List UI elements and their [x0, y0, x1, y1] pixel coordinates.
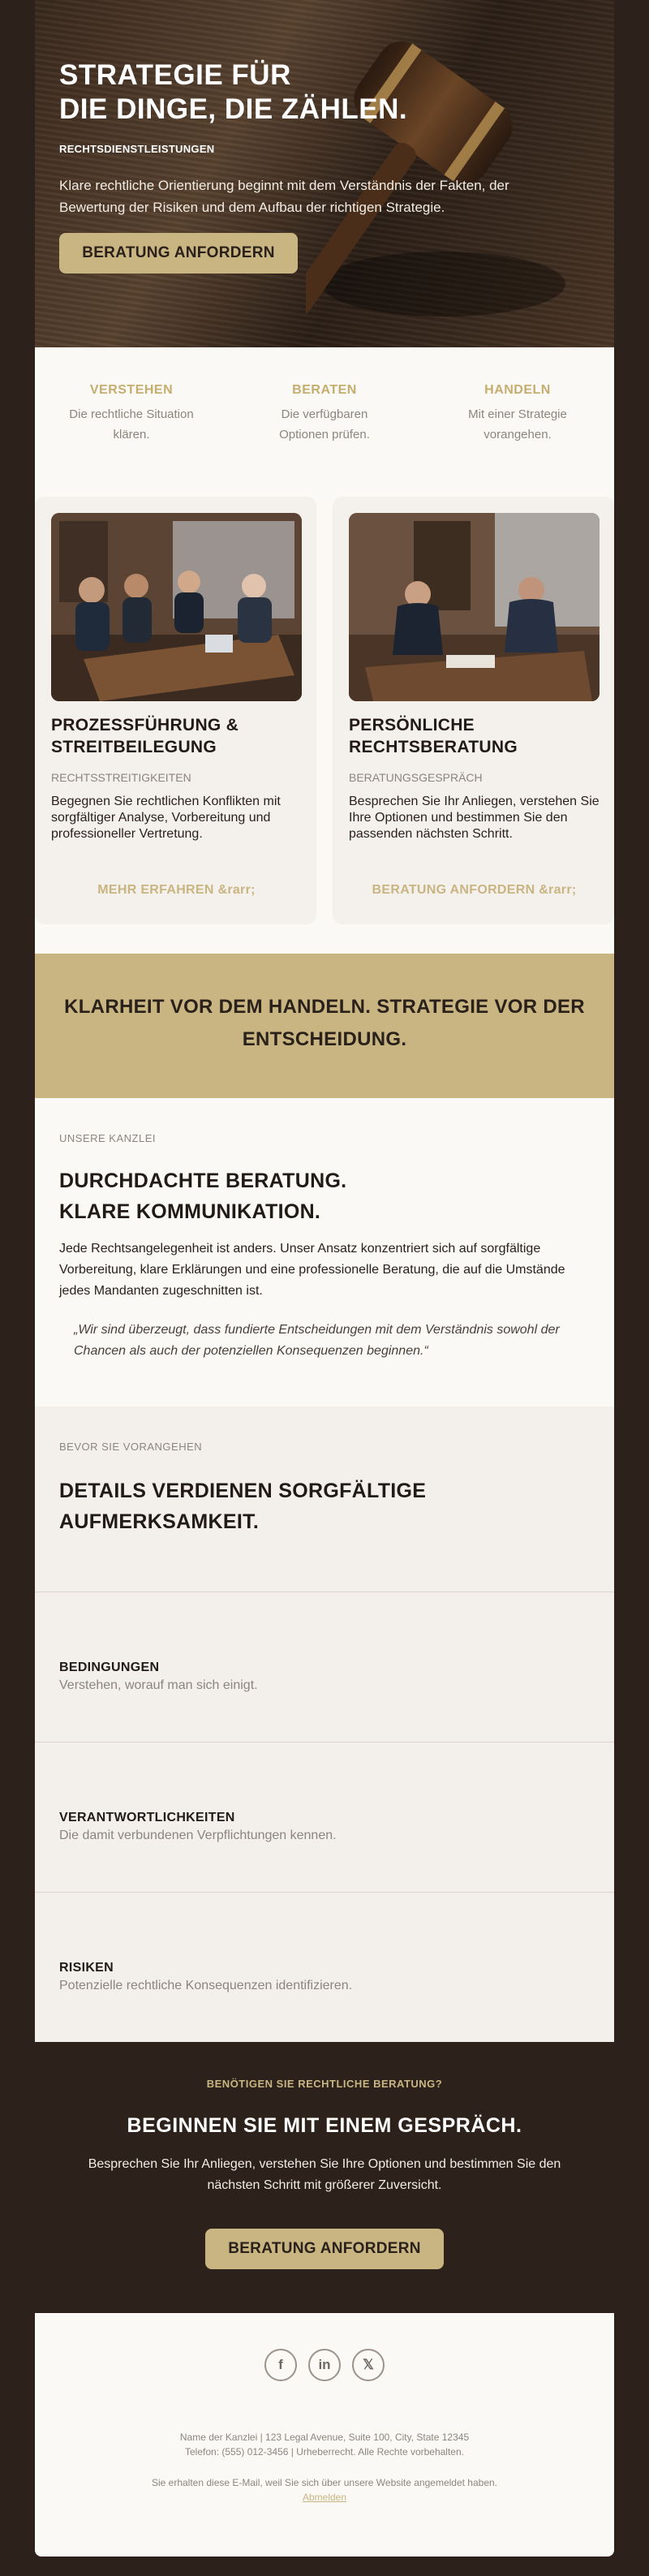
footer-phone-line: Telefon: (555) 012-3456 | Urheberrecht. Alle Rechte vorbehalten.: [185, 2446, 464, 2458]
card-title: [51, 714, 302, 758]
step-desc-line1: Die rechtliche Situation: [69, 407, 194, 421]
cta-title: BEGINNEN SIE MIT EINEM GESPRÄCH.: [127, 2114, 522, 2137]
about-section: [35, 1098, 614, 1406]
step-desc-line2: klären.: [113, 428, 150, 442]
details-header: [35, 1406, 614, 1592]
detail-title: BEDINGUNGEN: [59, 1661, 160, 1674]
facebook-icon[interactable]: f: [264, 2349, 297, 2381]
card-title-line1: PROZESSFÜHRUNG &: [51, 716, 239, 734]
step-title: BERATEN: [292, 383, 357, 397]
step-advise: [228, 383, 421, 497]
request-consultation-link[interactable]: BERATUNG ANFORDERN &rarr;: [372, 883, 577, 897]
card-title-line2: RECHTSBERATUNG: [349, 738, 518, 756]
card-title-line1: PERSÖNLICHE: [349, 716, 475, 734]
social-links: [35, 2349, 614, 2381]
detail-item-risks: [35, 1892, 614, 2042]
card-description: Begegnen Sie rechtlichen Konflikten mit sorgfältiger Analyse, Vorbereitung und professioneller Vertretung.: [51, 795, 281, 841]
card-title-line2: STREITBEILEGUNG: [51, 738, 217, 756]
banner-line1: KLARHEIT VOR DEM HANDELN. STRATEGIE VOR DER: [64, 996, 585, 1018]
detail-item-responsibilities: [35, 1742, 614, 1892]
meeting-photo: [51, 513, 302, 701]
service-card-consultation: [333, 497, 614, 924]
detail-desc: Die damit verbundenen Verpflichtungen kennen.: [59, 1829, 337, 1842]
linkedin-icon[interactable]: in: [308, 2349, 341, 2381]
about-title-line1: DURCHDACHTE BERATUNG.: [59, 1170, 347, 1192]
services-section: [35, 497, 614, 1098]
x-icon[interactable]: 𝕏: [352, 2349, 385, 2381]
email-container: [35, 0, 614, 2576]
cta-text-line1: Besprechen Sie Ihr Anliegen, verstehen Sie Ihre Optionen und bestimmen Sie den: [88, 2157, 561, 2171]
step-title: HANDELN: [484, 383, 551, 397]
card-title: [349, 714, 600, 758]
about-title-line2: KLARE KOMMUNIKATION.: [59, 1200, 321, 1223]
step-desc: [35, 404, 228, 445]
about-text: Jede Rechtsangelegenheit ist anders. Unser Ansatz konzentriert sich auf sorgfältige Vorbereitung, klare Erklärungen und eine professionelle Beratung, die auf die Umstände jedes Mandanten zugeschnitten ist.: [59, 1242, 565, 1298]
details-title-line1: DETAILS VERDIENEN SORGFÄLTIGE: [59, 1480, 427, 1502]
detail-title: RISIKEN: [59, 1961, 114, 1975]
step-desc: [228, 404, 421, 445]
card-description: Besprechen Sie Ihr Anliegen, verstehen Sie Ihre Optionen und bestimmen Sie den passenden nächsten Schritt.: [349, 795, 600, 841]
about-quote: „Wir sind überzeugt, dass fundierte Entscheidungen mit dem Verständnis sowohl der Chancen als auch der potenziellen Konsequenzen beginnen.“: [74, 1323, 560, 1358]
detail-title: VERANTWORTLICHKEITEN: [59, 1811, 235, 1824]
footer-address: [35, 2430, 614, 2459]
card-category: BERATUNGSGESPRÄCH: [349, 771, 483, 784]
step-title: VERSTEHEN: [89, 383, 174, 397]
detail-desc: Potenzielle rechtliche Konsequenzen identifizieren.: [59, 1979, 353, 1992]
unsubscribe-link[interactable]: Abmelden: [302, 2492, 347, 2503]
tagline-banner: [35, 954, 614, 1098]
hero-text: Klare rechtliche Orientierung beginnt mit dem Verständnis der Fakten, der Bewertung der Risiken und dem Aufbau der richtigen Strategie.: [59, 178, 509, 215]
step-understand: [35, 383, 228, 497]
footer-note: [35, 2475, 614, 2505]
detail-item-conditions: [35, 1592, 614, 1742]
cta-kicker: BENÖTIGEN SIE RECHTLICHE BERATUNG?: [206, 2078, 443, 2090]
step-act: [421, 383, 614, 497]
step-desc-line2: Optionen prüfen.: [279, 428, 370, 442]
service-card-litigation: [35, 497, 316, 924]
details-section: [35, 1406, 614, 2042]
details-title-line2: AUFMERKSAMKEIT.: [59, 1510, 260, 1533]
about-title: [59, 1165, 590, 1227]
steps-section: [35, 347, 614, 497]
hero-section: [35, 0, 614, 347]
footer: [35, 2313, 614, 2557]
step-desc-line1: Die verfügbaren: [281, 407, 368, 421]
footer-address-line: Name der Kanzlei | 123 Legal Avenue, Suite 100, City, State 12345: [179, 2432, 470, 2443]
step-desc-line2: vorangehen.: [484, 428, 552, 442]
details-title: [59, 1475, 590, 1537]
footer-note-text: Sie erhalten diese E-Mail, weil Sie sich über unsere Website angemeldet haben.: [151, 2477, 498, 2488]
hero-kicker: RECHTSDIENSTLEISTUNGEN: [59, 143, 215, 155]
hero-title-line2: DIE DINGE, DIE ZÄHLEN.: [59, 93, 408, 125]
hero-title: [59, 58, 481, 127]
bottom-spacer: [35, 2557, 614, 2576]
about-eyebrow: UNSERE KANZLEI: [59, 1132, 156, 1144]
consultation-photo: [349, 513, 600, 701]
hero-consultation-button[interactable]: BERATUNG ANFORDERN: [59, 233, 298, 274]
step-desc-line1: Mit einer Strategie: [468, 407, 567, 421]
detail-desc: Verstehen, worauf man sich einigt.: [59, 1678, 258, 1692]
cta-consultation-button[interactable]: BERATUNG ANFORDERN: [205, 2229, 444, 2269]
cta-text: [35, 2154, 614, 2196]
banner-line2: ENTSCHEIDUNG.: [242, 1028, 407, 1050]
step-desc: [421, 404, 614, 445]
cta-section: [35, 2042, 614, 2313]
hero-title-line1: STRATEGIE FÜR: [59, 59, 291, 91]
cta-text-line2: nächsten Schritt mit größerer Zuversicht.: [207, 2178, 442, 2192]
learn-more-link[interactable]: MEHR ERFAHREN &rarr;: [97, 883, 256, 897]
card-category: RECHTSSTREITIGKEITEN: [51, 771, 191, 784]
details-eyebrow: BEVOR SIE VORANGEHEN: [59, 1441, 203, 1453]
